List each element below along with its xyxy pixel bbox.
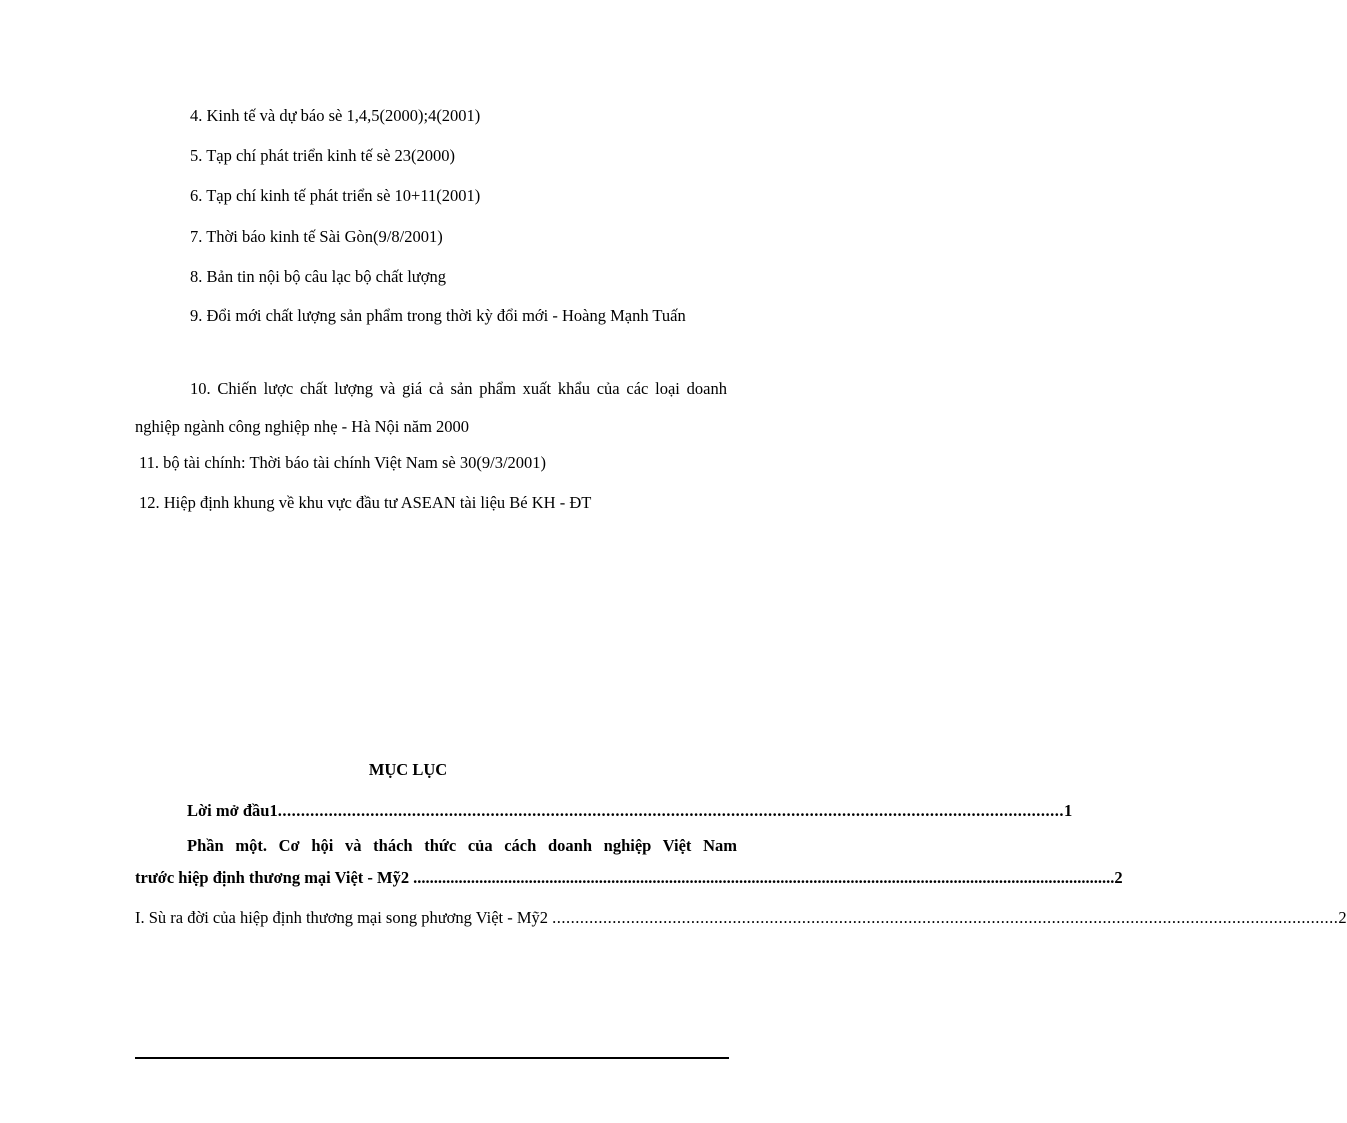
toc-entry-label: trước hiệp định thương mại Việt - Mỹ2: [135, 868, 410, 887]
toc-leader-dots: ..........................................................................................................................................................................: [413, 868, 1115, 887]
toc-entry[interactable]: [135, 830, 1123, 894]
toc-leader-dots: ..........................................................................................................................................................................: [552, 908, 1339, 927]
toc-entry[interactable]: [135, 907, 1347, 929]
reference-item: 11. bộ tài chính: Thời báo tài chính Việt Nam sè 30(9/3/2001): [139, 453, 547, 472]
toc-entry-page: 2: [1114, 868, 1123, 887]
reference-item: 4. Kinh tế và dự báo sè 1,4,5(2000);4(2001): [190, 106, 481, 125]
reference-item: 12. Hiệp định khung về khu vực đầu tư ASEAN tài liệu Bé KH - ĐT: [139, 493, 592, 512]
reference-item: 8. Bản tin nội bộ câu lạc bộ chất lượng: [190, 267, 446, 286]
toc-leader-dots: ..........................................................................................................................................................................: [277, 801, 1064, 820]
toc-entry-label: Lời mở đầu1: [187, 801, 278, 820]
toc-entry-page: 2: [1338, 908, 1347, 927]
reference-item: 10. Chiến lược chất lượng và giá cả sản phẩm xuất khẩu của các loại doanh nghiệp ngành công nghiệp nhẹ - Hà Nội năm 2000: [135, 379, 727, 436]
reference-item: 5. Tạp chí phát triển kinh tế sè 23(2000): [190, 146, 456, 165]
toc-title: MỤC LỤC: [368, 760, 448, 779]
reference-item: 7. Thời báo kinh tế Sài Gòn(9/8/2001): [190, 227, 443, 246]
reference-item: 9. Đổi mới chất lượng sản phẩm trong thời kỳ đổi mới - Hoàng Mạnh Tuấn: [190, 306, 686, 325]
toc-entry-page: 1: [1063, 801, 1073, 820]
toc-entry-label: Phần một. Cơ hội và thách thức của cách doanh nghiệp Việt Nam: [187, 836, 737, 855]
toc-entry-label: I. Sù ra đời của hiệp định thương mại song phương Việt - Mỹ2: [135, 908, 549, 927]
toc-entry[interactable]: [187, 800, 1073, 822]
reference-item: 6. Tạp chí kinh tế phát triển sè 10+11(2001): [190, 186, 481, 205]
footer-divider: [135, 1057, 729, 1059]
